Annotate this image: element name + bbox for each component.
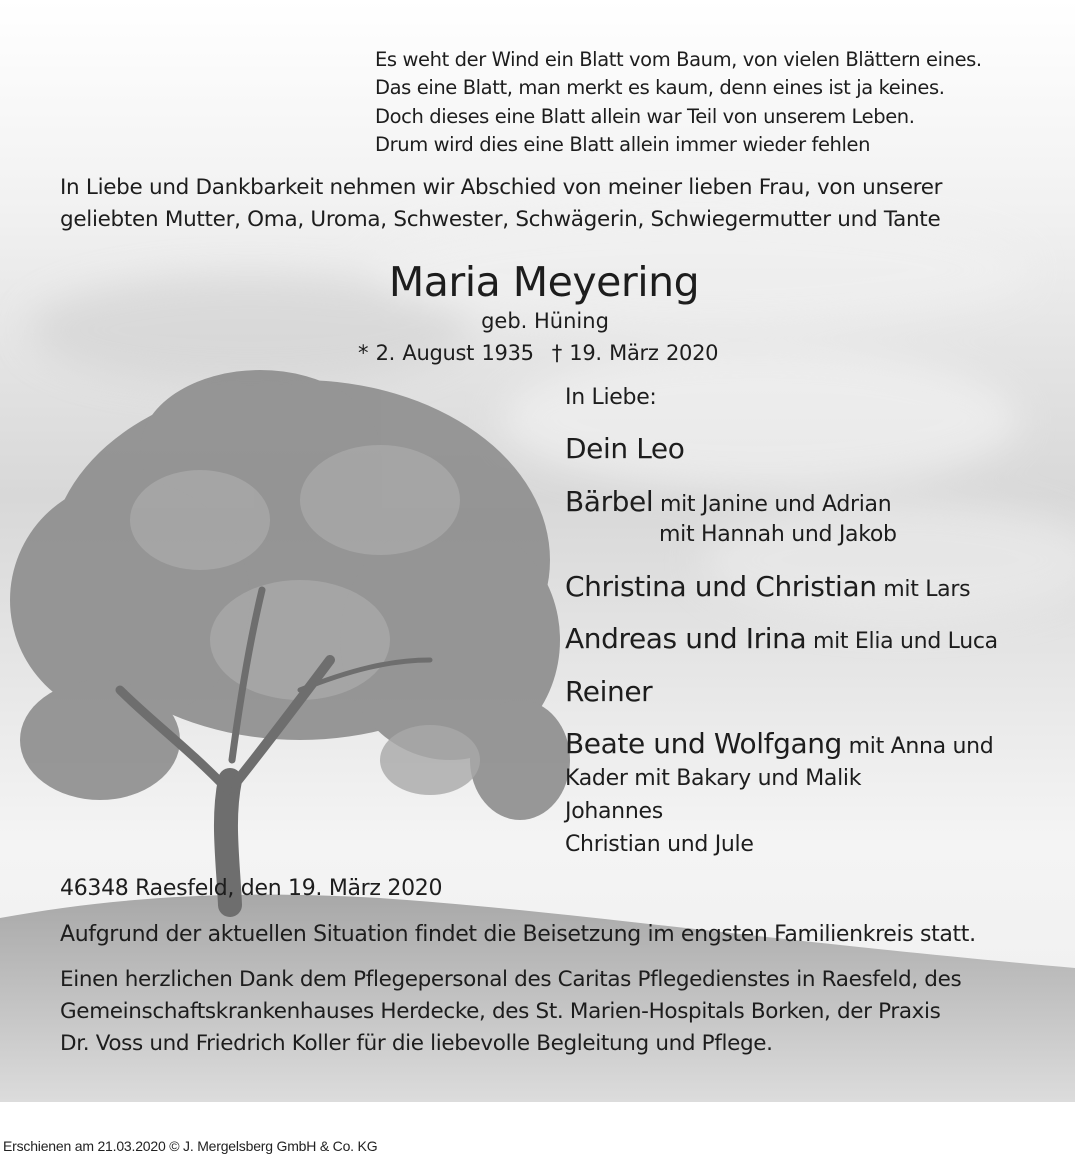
mourner-name: Reiner <box>565 675 653 708</box>
mourner-detail-line: Christian und Jule <box>565 832 754 857</box>
intro-line: geliebten Mutter, Oma, Uroma, Schwester, Schwägerin, Schwiegermutter und Tante <box>60 207 941 232</box>
deceased-name: Maria Meyering <box>388 258 700 306</box>
poem-line: Drum wird dies eine Blatt allein immer wieder fehlen <box>375 132 871 156</box>
life-dates <box>358 341 718 365</box>
intro-text <box>60 172 942 236</box>
mourner-name: Andreas und Irina <box>565 622 807 655</box>
thanks-line: Gemeinschaftskrankenhauses Herdecke, des St. Marien-Hospitals Borken, der Praxis <box>60 999 941 1024</box>
mourner-entry <box>565 432 684 465</box>
thanks-text <box>60 964 961 1060</box>
thanks-line: Dr. Voss und Friedrich Koller für die liebevolle Begleitung und Pflege. <box>60 1031 773 1056</box>
intro-line: In Liebe und Dankbarkeit nehmen wir Abschied von meiner lieben Frau, von unserer <box>60 175 943 200</box>
mourner-entry <box>565 485 891 518</box>
birth-date: * 2. August 1935 <box>358 341 534 365</box>
mourner-name: Christina und Christian <box>565 570 877 603</box>
mourner-name: Beate und Wolfgang <box>565 727 842 760</box>
mourner-detail-line: Johannes <box>565 799 663 824</box>
mourner-entry <box>565 727 993 760</box>
mourner-detail: mit Lars <box>883 577 971 602</box>
mourner-detail: mit Janine und Adrian <box>659 492 892 517</box>
place-date: 46348 Raesfeld, den 19. März 2020 <box>60 876 443 901</box>
mourner-detail: mit Elia und Luca <box>812 629 998 654</box>
thanks-line: Einen herzlichen Dank dem Pflegepersonal des Caritas Pflegedienstes in Raesfeld, des <box>60 967 962 992</box>
funeral-note: Aufgrund der aktuellen Situation findet die Beisetzung im engsten Familienkreis statt. <box>60 922 976 947</box>
death-date: † 19. März 2020 <box>551 341 719 365</box>
birth-name: geb. Hüning <box>481 309 609 333</box>
mourner-entry <box>565 622 998 655</box>
mourner-entry <box>565 675 652 708</box>
poem-line: Es weht der Wind ein Blatt vom Baum, von vielen Blättern eines. <box>375 48 982 71</box>
mourner-name: Bärbel <box>565 485 654 518</box>
poem-line: Doch dieses eine Blatt allein war Teil von unserem Leben. <box>375 104 915 128</box>
publication-footer: Erschienen am 21.03.2020 © J. Mergelsberg GmbH & Co. KG <box>3 1138 378 1154</box>
poem-line: Das eine Blatt, man merkt es kaum, denn eines ist ja keines. <box>375 76 945 100</box>
mourner-entry <box>565 570 970 603</box>
mourners-heading: In Liebe: <box>565 385 657 410</box>
mourner-detail-line: Kader mit Bakary und Malik <box>565 766 862 791</box>
mourner-detail: mit Anna und <box>848 734 994 759</box>
mourner-name: Dein Leo <box>565 432 685 465</box>
poem <box>375 46 982 159</box>
mourner-detail-line: mit Hannah und Jakob <box>659 522 897 547</box>
